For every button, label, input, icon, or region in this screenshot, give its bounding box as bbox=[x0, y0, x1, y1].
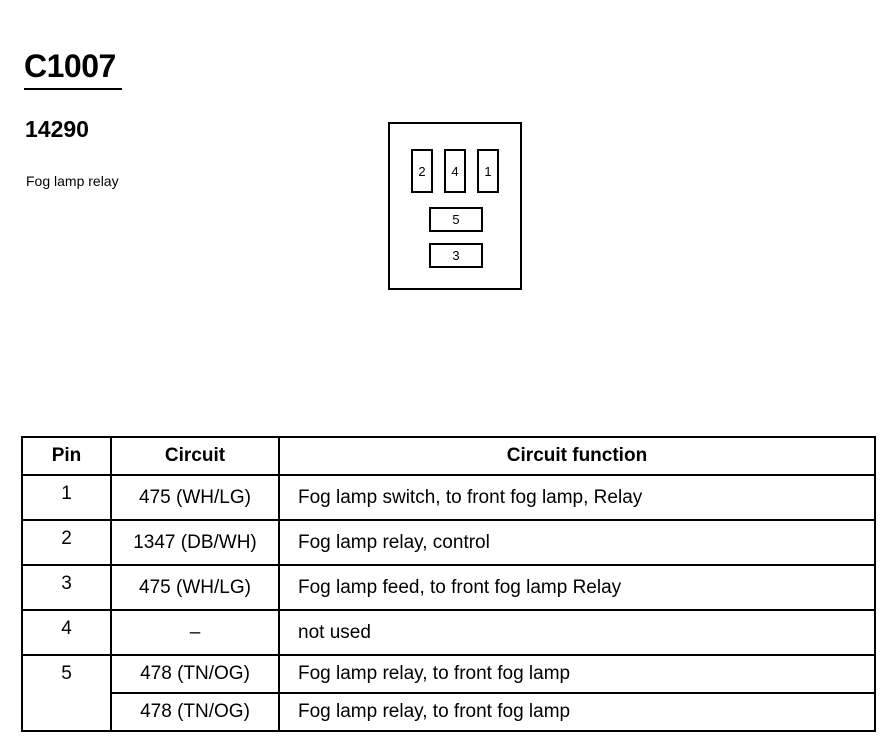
function-cell: Fog lamp relay, to front fog lamp bbox=[279, 655, 875, 693]
circuit-cell: – bbox=[111, 610, 279, 655]
table-row bbox=[22, 565, 875, 610]
function-cell: Fog lamp relay, control bbox=[279, 520, 875, 565]
connector-face-diagram bbox=[388, 122, 522, 290]
circuit-cell: 1347 (DB/WH) bbox=[111, 520, 279, 565]
function-cell: Fog lamp feed, to front fog lamp Relay bbox=[279, 565, 875, 610]
table-row bbox=[22, 655, 875, 693]
header-circuit: Circuit bbox=[111, 437, 279, 475]
pin-cell: 5 bbox=[22, 655, 111, 731]
circuit-cell: 475 (WH/LG) bbox=[111, 475, 279, 520]
circuit-cell: 478 (TN/OG) bbox=[111, 655, 279, 693]
connector-pin-5: 5 bbox=[429, 207, 483, 232]
pin-cell: 3 bbox=[22, 565, 111, 610]
pin-table bbox=[21, 436, 876, 732]
connector-id-underline bbox=[24, 88, 122, 90]
header-pin: Pin bbox=[22, 437, 111, 475]
connector-pin-1: 1 bbox=[477, 149, 499, 193]
connector-id: C1007 bbox=[24, 48, 116, 84]
component-name: Fog lamp relay bbox=[26, 173, 119, 189]
table-header-row bbox=[22, 437, 875, 475]
header-circuit-function: Circuit function bbox=[279, 437, 875, 475]
circuit-cell: 478 (TN/OG) bbox=[111, 693, 279, 731]
table-row bbox=[22, 693, 875, 731]
function-cell: Fog lamp relay, to front fog lamp bbox=[279, 693, 875, 731]
pin-cell: 1 bbox=[22, 475, 111, 520]
circuit-cell: 475 (WH/LG) bbox=[111, 565, 279, 610]
connector-pin-3: 3 bbox=[429, 243, 483, 268]
pin-cell: 4 bbox=[22, 610, 111, 655]
function-cell: Fog lamp switch, to front fog lamp, Relay bbox=[279, 475, 875, 520]
table-row bbox=[22, 520, 875, 565]
connector-pin-4: 4 bbox=[444, 149, 466, 193]
table-row bbox=[22, 610, 875, 655]
part-number: 14290 bbox=[25, 116, 89, 142]
function-cell: not used bbox=[279, 610, 875, 655]
connector-pin-2: 2 bbox=[411, 149, 433, 193]
table-row bbox=[22, 475, 875, 520]
pin-cell: 2 bbox=[22, 520, 111, 565]
